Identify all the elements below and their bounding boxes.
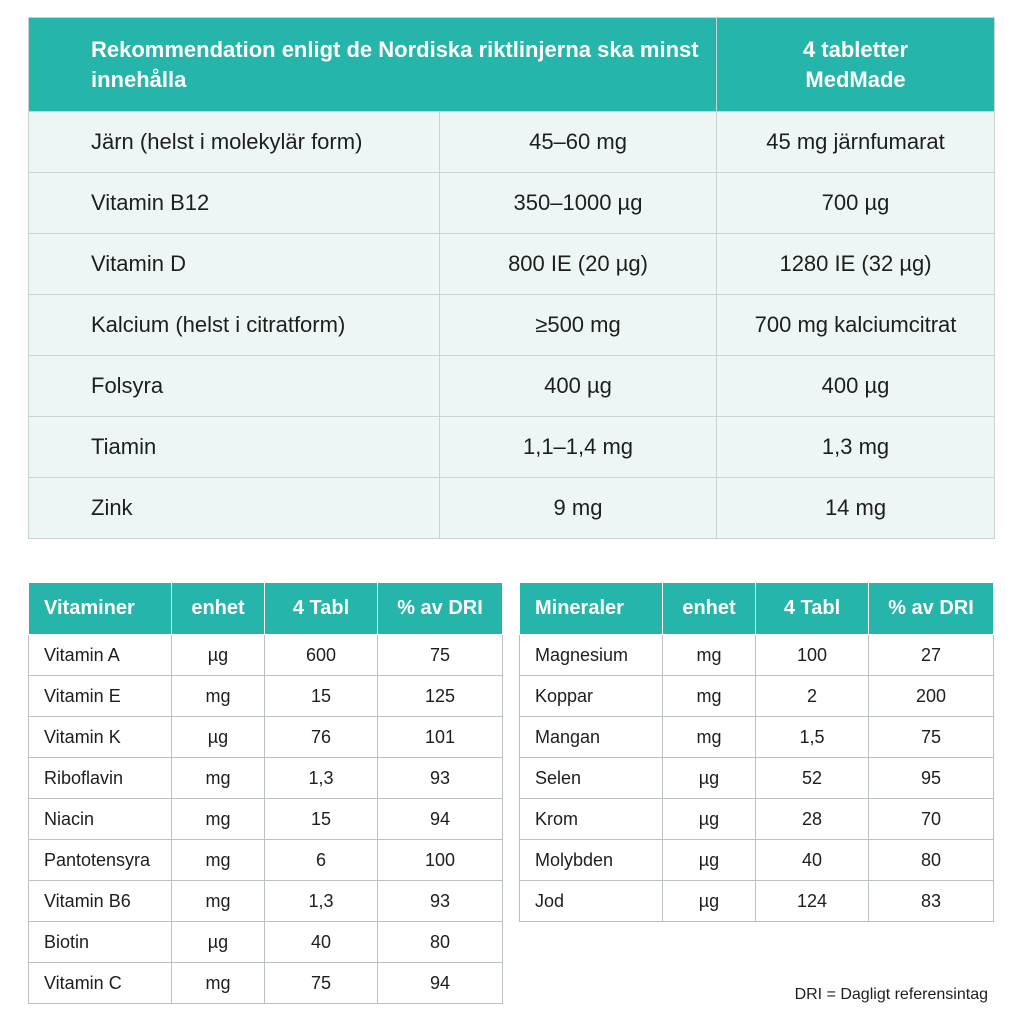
vit-cell: 94 bbox=[378, 799, 503, 840]
vit-cell: µg bbox=[172, 717, 265, 758]
table-row bbox=[520, 881, 994, 922]
min-cell: 27 bbox=[869, 635, 994, 676]
min-cell: 75 bbox=[869, 717, 994, 758]
min-cell: Mangan bbox=[520, 717, 663, 758]
vit-cell: Vitamin A bbox=[29, 635, 172, 676]
nutrient-name: Kalcium (helst i citratform) bbox=[29, 295, 440, 356]
vit-cell: 40 bbox=[265, 922, 378, 963]
nutrient-name: Folsyra bbox=[29, 356, 440, 417]
min-cell: Molybden bbox=[520, 840, 663, 881]
vit-cell: 75 bbox=[378, 635, 503, 676]
nutrient-name: Vitamin D bbox=[29, 234, 440, 295]
product-header-line1: 4 tabletter bbox=[802, 36, 909, 62]
vit-cell: Vitamin K bbox=[29, 717, 172, 758]
vit-cell: 15 bbox=[265, 799, 378, 840]
min-cell: 100 bbox=[756, 635, 869, 676]
vit-cell: 1,3 bbox=[265, 758, 378, 799]
minerals-header-row bbox=[520, 583, 994, 635]
vit-cell: mg bbox=[172, 840, 265, 881]
vit-cell: 75 bbox=[265, 963, 378, 1004]
min-cell: mg bbox=[663, 635, 756, 676]
vit-cell: 125 bbox=[378, 676, 503, 717]
recommendation-row bbox=[29, 417, 995, 478]
table-row bbox=[29, 758, 503, 799]
vit-cell: Vitamin B6 bbox=[29, 881, 172, 922]
vit-cell: mg bbox=[172, 963, 265, 1004]
table-row bbox=[29, 799, 503, 840]
vit-cell: mg bbox=[172, 881, 265, 922]
vit-cell: 100 bbox=[378, 840, 503, 881]
vit-cell: mg bbox=[172, 758, 265, 799]
recommendation-row bbox=[29, 295, 995, 356]
nutrient-name: Vitamin B12 bbox=[29, 173, 440, 234]
min-cell: Selen bbox=[520, 758, 663, 799]
recommended-amount: 800 IE (20 µg) bbox=[440, 234, 717, 295]
medmade-amount: 1280 IE (32 µg) bbox=[717, 234, 995, 295]
min-cell: 2 bbox=[756, 676, 869, 717]
table-row bbox=[29, 963, 503, 1004]
recommendation-row bbox=[29, 356, 995, 417]
vit-cell: µg bbox=[172, 922, 265, 963]
vit-header-cell: enhet bbox=[172, 583, 265, 635]
dri-footnote: DRI = Dagligt referensintag bbox=[794, 986, 988, 1003]
medmade-amount: 700 µg bbox=[717, 173, 995, 234]
min-cell: 40 bbox=[756, 840, 869, 881]
min-cell: µg bbox=[663, 799, 756, 840]
min-cell: Magnesium bbox=[520, 635, 663, 676]
medmade-amount: 14 mg bbox=[717, 478, 995, 539]
recommended-amount: 350–1000 µg bbox=[440, 173, 717, 234]
vit-cell: 76 bbox=[265, 717, 378, 758]
vit-cell: µg bbox=[172, 635, 265, 676]
vit-cell: 94 bbox=[378, 963, 503, 1004]
medmade-amount: 700 mg kalciumcitrat bbox=[717, 295, 995, 356]
min-cell: 124 bbox=[756, 881, 869, 922]
min-cell: 95 bbox=[869, 758, 994, 799]
vit-cell: 101 bbox=[378, 717, 503, 758]
recommendation-table bbox=[28, 17, 995, 539]
vit-cell: 1,3 bbox=[265, 881, 378, 922]
recommendation-header: Rekommendation enligt de Nordiska riktlinjerna ska minst innehålla bbox=[29, 18, 717, 112]
recommended-amount: 9 mg bbox=[440, 478, 717, 539]
recommended-amount: ≥500 mg bbox=[440, 295, 717, 356]
table-row bbox=[520, 758, 994, 799]
table-row bbox=[29, 676, 503, 717]
nutrient-name: Järn (helst i molekylär form) bbox=[29, 112, 440, 173]
table-row bbox=[520, 717, 994, 758]
min-cell: µg bbox=[663, 758, 756, 799]
medmade-amount: 45 mg järnfumarat bbox=[717, 112, 995, 173]
vit-cell: 15 bbox=[265, 676, 378, 717]
table-row bbox=[29, 635, 503, 676]
recommendation-row bbox=[29, 112, 995, 173]
recommended-amount: 45–60 mg bbox=[440, 112, 717, 173]
vit-cell: mg bbox=[172, 799, 265, 840]
vit-header-cell: % av DRI bbox=[378, 583, 503, 635]
min-cell: 83 bbox=[869, 881, 994, 922]
vit-cell: Niacin bbox=[29, 799, 172, 840]
vit-cell: Riboflavin bbox=[29, 758, 172, 799]
vit-cell: Vitamin E bbox=[29, 676, 172, 717]
vit-cell: 6 bbox=[265, 840, 378, 881]
vit-cell: 93 bbox=[378, 881, 503, 922]
table-row bbox=[29, 840, 503, 881]
min-header-cell: % av DRI bbox=[869, 583, 994, 635]
recommendation-row bbox=[29, 478, 995, 539]
product-header-line2: MedMade bbox=[805, 66, 906, 92]
vit-header-cell: Vitaminer bbox=[29, 583, 172, 635]
vit-cell: Biotin bbox=[29, 922, 172, 963]
min-cell: Koppar bbox=[520, 676, 663, 717]
min-cell: 1,5 bbox=[756, 717, 869, 758]
min-cell: 70 bbox=[869, 799, 994, 840]
recommendation-row bbox=[29, 173, 995, 234]
table-row bbox=[29, 922, 503, 963]
vit-cell: 93 bbox=[378, 758, 503, 799]
vit-cell: mg bbox=[172, 676, 265, 717]
min-cell: Jod bbox=[520, 881, 663, 922]
vit-cell: 80 bbox=[378, 922, 503, 963]
min-cell: 28 bbox=[756, 799, 869, 840]
vit-cell: Vitamin C bbox=[29, 963, 172, 1004]
min-cell: 52 bbox=[756, 758, 869, 799]
recommendation-header-row bbox=[29, 18, 995, 112]
table-row bbox=[29, 717, 503, 758]
table-row bbox=[520, 635, 994, 676]
table-row bbox=[520, 676, 994, 717]
medmade-amount: 400 µg bbox=[717, 356, 995, 417]
recommended-amount: 400 µg bbox=[440, 356, 717, 417]
nutrient-name: Tiamin bbox=[29, 417, 440, 478]
vitamins-table bbox=[28, 582, 503, 1004]
recommended-amount: 1,1–1,4 mg bbox=[440, 417, 717, 478]
vitamins-header-row bbox=[29, 583, 503, 635]
min-header-cell: Mineraler bbox=[520, 583, 663, 635]
min-cell: µg bbox=[663, 840, 756, 881]
min-header-cell: enhet bbox=[663, 583, 756, 635]
vit-header-cell: 4 Tabl bbox=[265, 583, 378, 635]
product-header bbox=[717, 18, 995, 112]
recommendation-row bbox=[29, 234, 995, 295]
minerals-table bbox=[519, 582, 994, 922]
medmade-amount: 1,3 mg bbox=[717, 417, 995, 478]
min-cell: mg bbox=[663, 717, 756, 758]
min-header-cell: 4 Tabl bbox=[756, 583, 869, 635]
min-cell: mg bbox=[663, 676, 756, 717]
table-row bbox=[520, 799, 994, 840]
min-cell: 200 bbox=[869, 676, 994, 717]
min-cell: 80 bbox=[869, 840, 994, 881]
table-row bbox=[520, 840, 994, 881]
vit-cell: 600 bbox=[265, 635, 378, 676]
table-row bbox=[29, 881, 503, 922]
nutrient-name: Zink bbox=[29, 478, 440, 539]
min-cell: µg bbox=[663, 881, 756, 922]
vit-cell: Pantotensyra bbox=[29, 840, 172, 881]
min-cell: Krom bbox=[520, 799, 663, 840]
